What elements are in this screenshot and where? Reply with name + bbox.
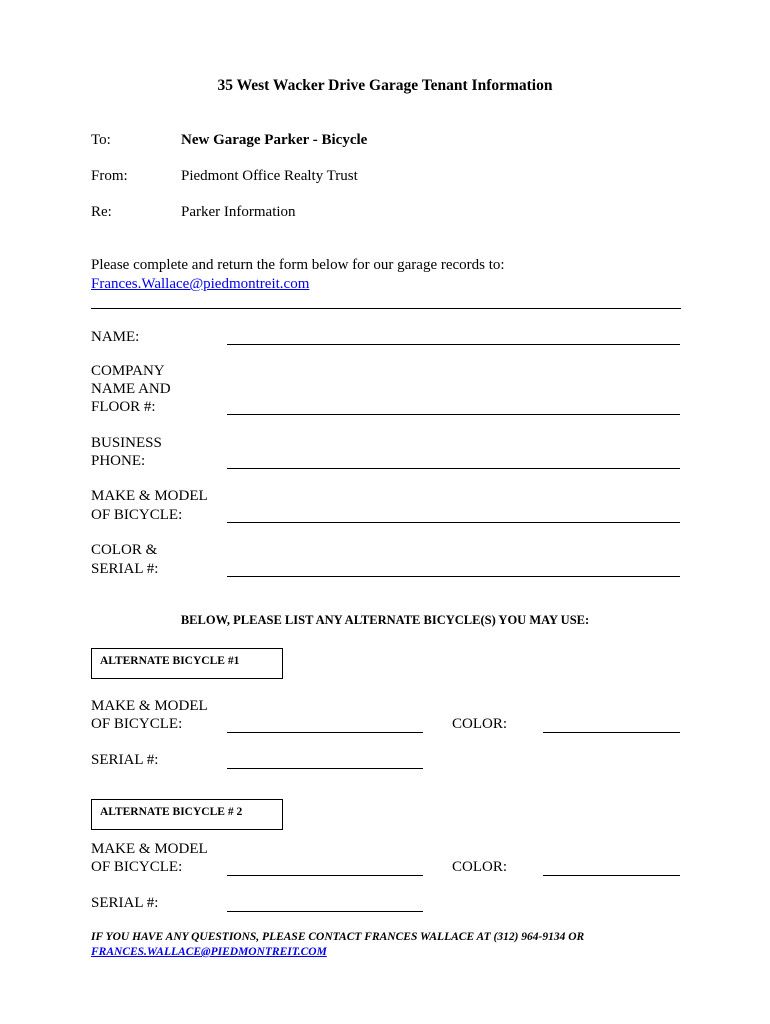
alternate-bicycle-2-label: ALTERNATE BICYCLE # 2 — [100, 806, 243, 818]
company-label-1: COMPANY — [91, 363, 165, 379]
company-label-3: FLOOR #: — [91, 399, 156, 415]
alt2-serial-label: SERIAL #: — [91, 895, 159, 911]
to-value: New Garage Parker - Bicycle — [181, 132, 368, 148]
alt1-serial-label: SERIAL #: — [91, 752, 159, 768]
intro-text: Please complete and return the form below for our garage records to: — [91, 257, 505, 273]
company-floor-field[interactable] — [227, 414, 680, 415]
alternate-bicycle-2-box — [91, 799, 283, 830]
alt1-make-label-1: MAKE & MODEL — [91, 698, 208, 714]
page-title: 35 West Wacker Drive Garage Tenant Information — [217, 77, 553, 94]
re-label: Re: — [91, 204, 112, 220]
name-field[interactable] — [227, 344, 680, 345]
alt1-make-label-2: OF BICYCLE: — [91, 716, 183, 732]
name-label: NAME: — [91, 329, 140, 345]
alt2-color-label: COLOR: — [452, 859, 508, 875]
intro-email-link[interactable]: Frances.Wallace@piedmontreit.com — [91, 276, 310, 292]
color-serial-label-1: COLOR & — [91, 542, 158, 558]
company-label-2: NAME AND — [91, 381, 171, 397]
to-label: To: — [91, 132, 111, 148]
business-phone-field[interactable] — [227, 468, 680, 469]
alt1-color-label: COLOR: — [452, 716, 508, 732]
alternate-bicycle-1-box — [91, 648, 283, 679]
from-label: From: — [91, 168, 128, 184]
alt1-serial-field[interactable] — [227, 768, 423, 769]
alternate-bicycle-1-label: ALTERNATE BICYCLE #1 — [100, 655, 240, 667]
alt2-make-label-1: MAKE & MODEL — [91, 841, 208, 857]
alt1-color-field[interactable] — [543, 732, 680, 733]
color-serial-field[interactable] — [227, 576, 680, 577]
alt1-make-model-field[interactable] — [227, 732, 423, 733]
phone-label-2: PHONE: — [91, 453, 146, 469]
make-model-field[interactable] — [227, 522, 680, 523]
footer-email-link[interactable]: FRANCES.WALLACE@PIEDMONTREIT.COM — [91, 946, 327, 958]
make-model-label-1: MAKE & MODEL — [91, 488, 208, 504]
make-model-label-2: OF BICYCLE: — [91, 507, 183, 523]
re-value: Parker Information — [181, 204, 296, 220]
phone-label-1: BUSINESS — [91, 435, 162, 451]
alt2-make-label-2: OF BICYCLE: — [91, 859, 183, 875]
alt2-color-field[interactable] — [543, 875, 680, 876]
from-value: Piedmont Office Realty Trust — [181, 168, 358, 184]
alternate-heading: BELOW, PLEASE LIST ANY ALTERNATE BICYCLE(S) YOU MAY USE: — [180, 613, 590, 627]
alt2-make-model-field[interactable] — [227, 875, 423, 876]
color-serial-label-2: SERIAL #: — [91, 561, 159, 577]
footer-contact-text: IF YOU HAVE ANY QUESTIONS, PLEASE CONTACT FRANCES WALLACE AT (312) 964-9134 OR — [91, 931, 585, 943]
alt2-serial-field[interactable] — [227, 911, 423, 912]
section-divider — [91, 308, 681, 309]
